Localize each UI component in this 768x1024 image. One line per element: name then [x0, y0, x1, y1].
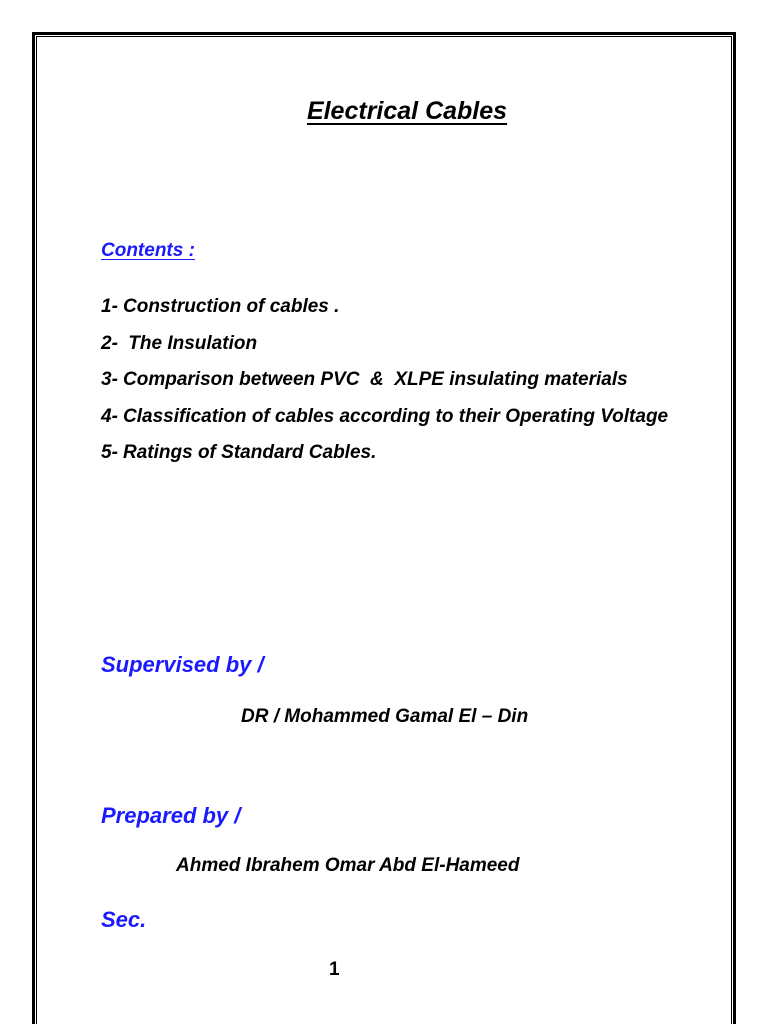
contents-item-text: Comparison between PVC & XLPE insulating materials [123, 369, 628, 390]
section-label: Sec. [101, 907, 147, 932]
page-number: 1 [329, 959, 340, 980]
contents-item-number: 1- [101, 296, 118, 317]
contents-item-5 [101, 435, 703, 472]
contents-item-text: Construction of cables . [123, 296, 340, 317]
contents-item-text: Ratings of Standard Cables. [123, 442, 377, 463]
contents-item-text: Classification of cables according to their Operating Voltage [123, 405, 669, 427]
contents-item-text: The Insulation [123, 332, 258, 354]
contents-item-1 [101, 289, 703, 326]
preparer-name: Ahmed Ibrahem Omar Abd El-Hameed [176, 855, 520, 876]
prepared-by-heading: Prepared by / [101, 803, 241, 828]
contents-item-3 [101, 362, 703, 399]
document-title: Electrical Cables [306, 97, 508, 125]
contents-item-number: 3- [101, 369, 118, 390]
contents-item-4 [101, 399, 703, 436]
contents-item-number: 2- [101, 332, 118, 354]
supervised-by-heading: Supervised by / [101, 652, 264, 677]
contents-item-number: 4- [101, 405, 118, 427]
contents-item-2 [101, 326, 703, 363]
supervisor-name: DR / Mohammed Gamal El – Din [241, 706, 529, 727]
contents-item-number: 5- [101, 442, 118, 463]
contents-list [101, 289, 703, 472]
contents-heading: Contents : [101, 240, 195, 261]
